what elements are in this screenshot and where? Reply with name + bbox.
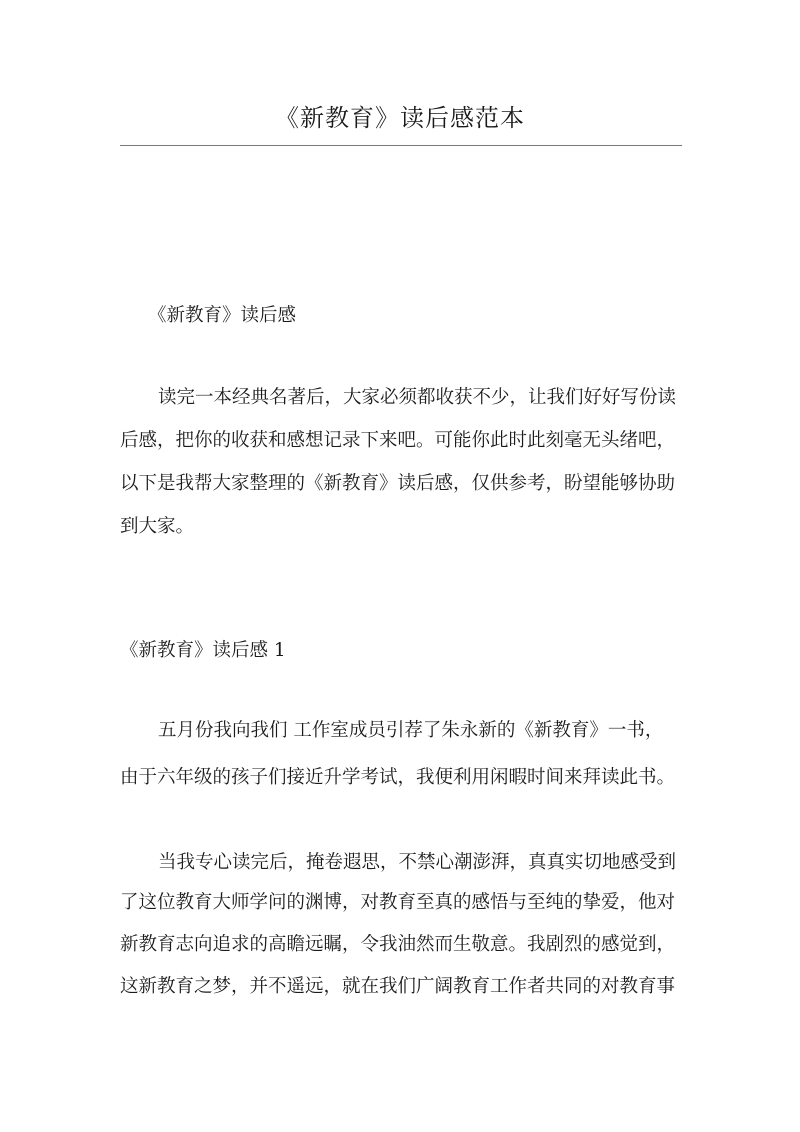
paragraph-line: 由于六年级的孩子们接近升学考试，我便利用闲暇时间来拜读此书。 xyxy=(120,767,676,788)
paragraph-line: 这新教育之梦，并不遥远，就在我们广阔教育工作者共同的对教育事 xyxy=(120,976,676,997)
paragraph-line: 了这位教育大师学问的渊博，对教育至真的感悟与至纯的挚爱，他对 xyxy=(120,892,676,913)
paragraph-line: 以下是我帮大家整理的《新教育》读后感，仅供参考，盼望能够协助 xyxy=(120,473,676,494)
paragraph-line: 后感，把你的收获和感想记录下来吧。可能你此时此刻毫无头绪吧， xyxy=(120,430,676,451)
paragraph-line: 五月份我向我们 工作室成员引荐了朱永新的《新教育》一书， xyxy=(158,720,664,741)
section-heading: 《新教育》读后感 xyxy=(148,305,297,326)
section-heading-1: 《新教育》读后感 1 xyxy=(120,640,286,661)
paragraph-line: 当我专心读完后，掩卷遐思，不禁心潮澎湃，真真实切地感受到 xyxy=(158,852,677,873)
title-divider xyxy=(120,145,682,146)
paragraph-line: 新教育志向追求的高瞻远瞩，令我油然而生敬意。我剧烈的感觉到， xyxy=(120,934,676,955)
paragraph-line: 到大家。 xyxy=(120,516,195,537)
paragraph-line: 读完一本经典名著后，大家必须都收获不少，让我们好好写份读 xyxy=(158,387,677,408)
document-title: 《新教育》读后感范本 xyxy=(275,104,525,132)
